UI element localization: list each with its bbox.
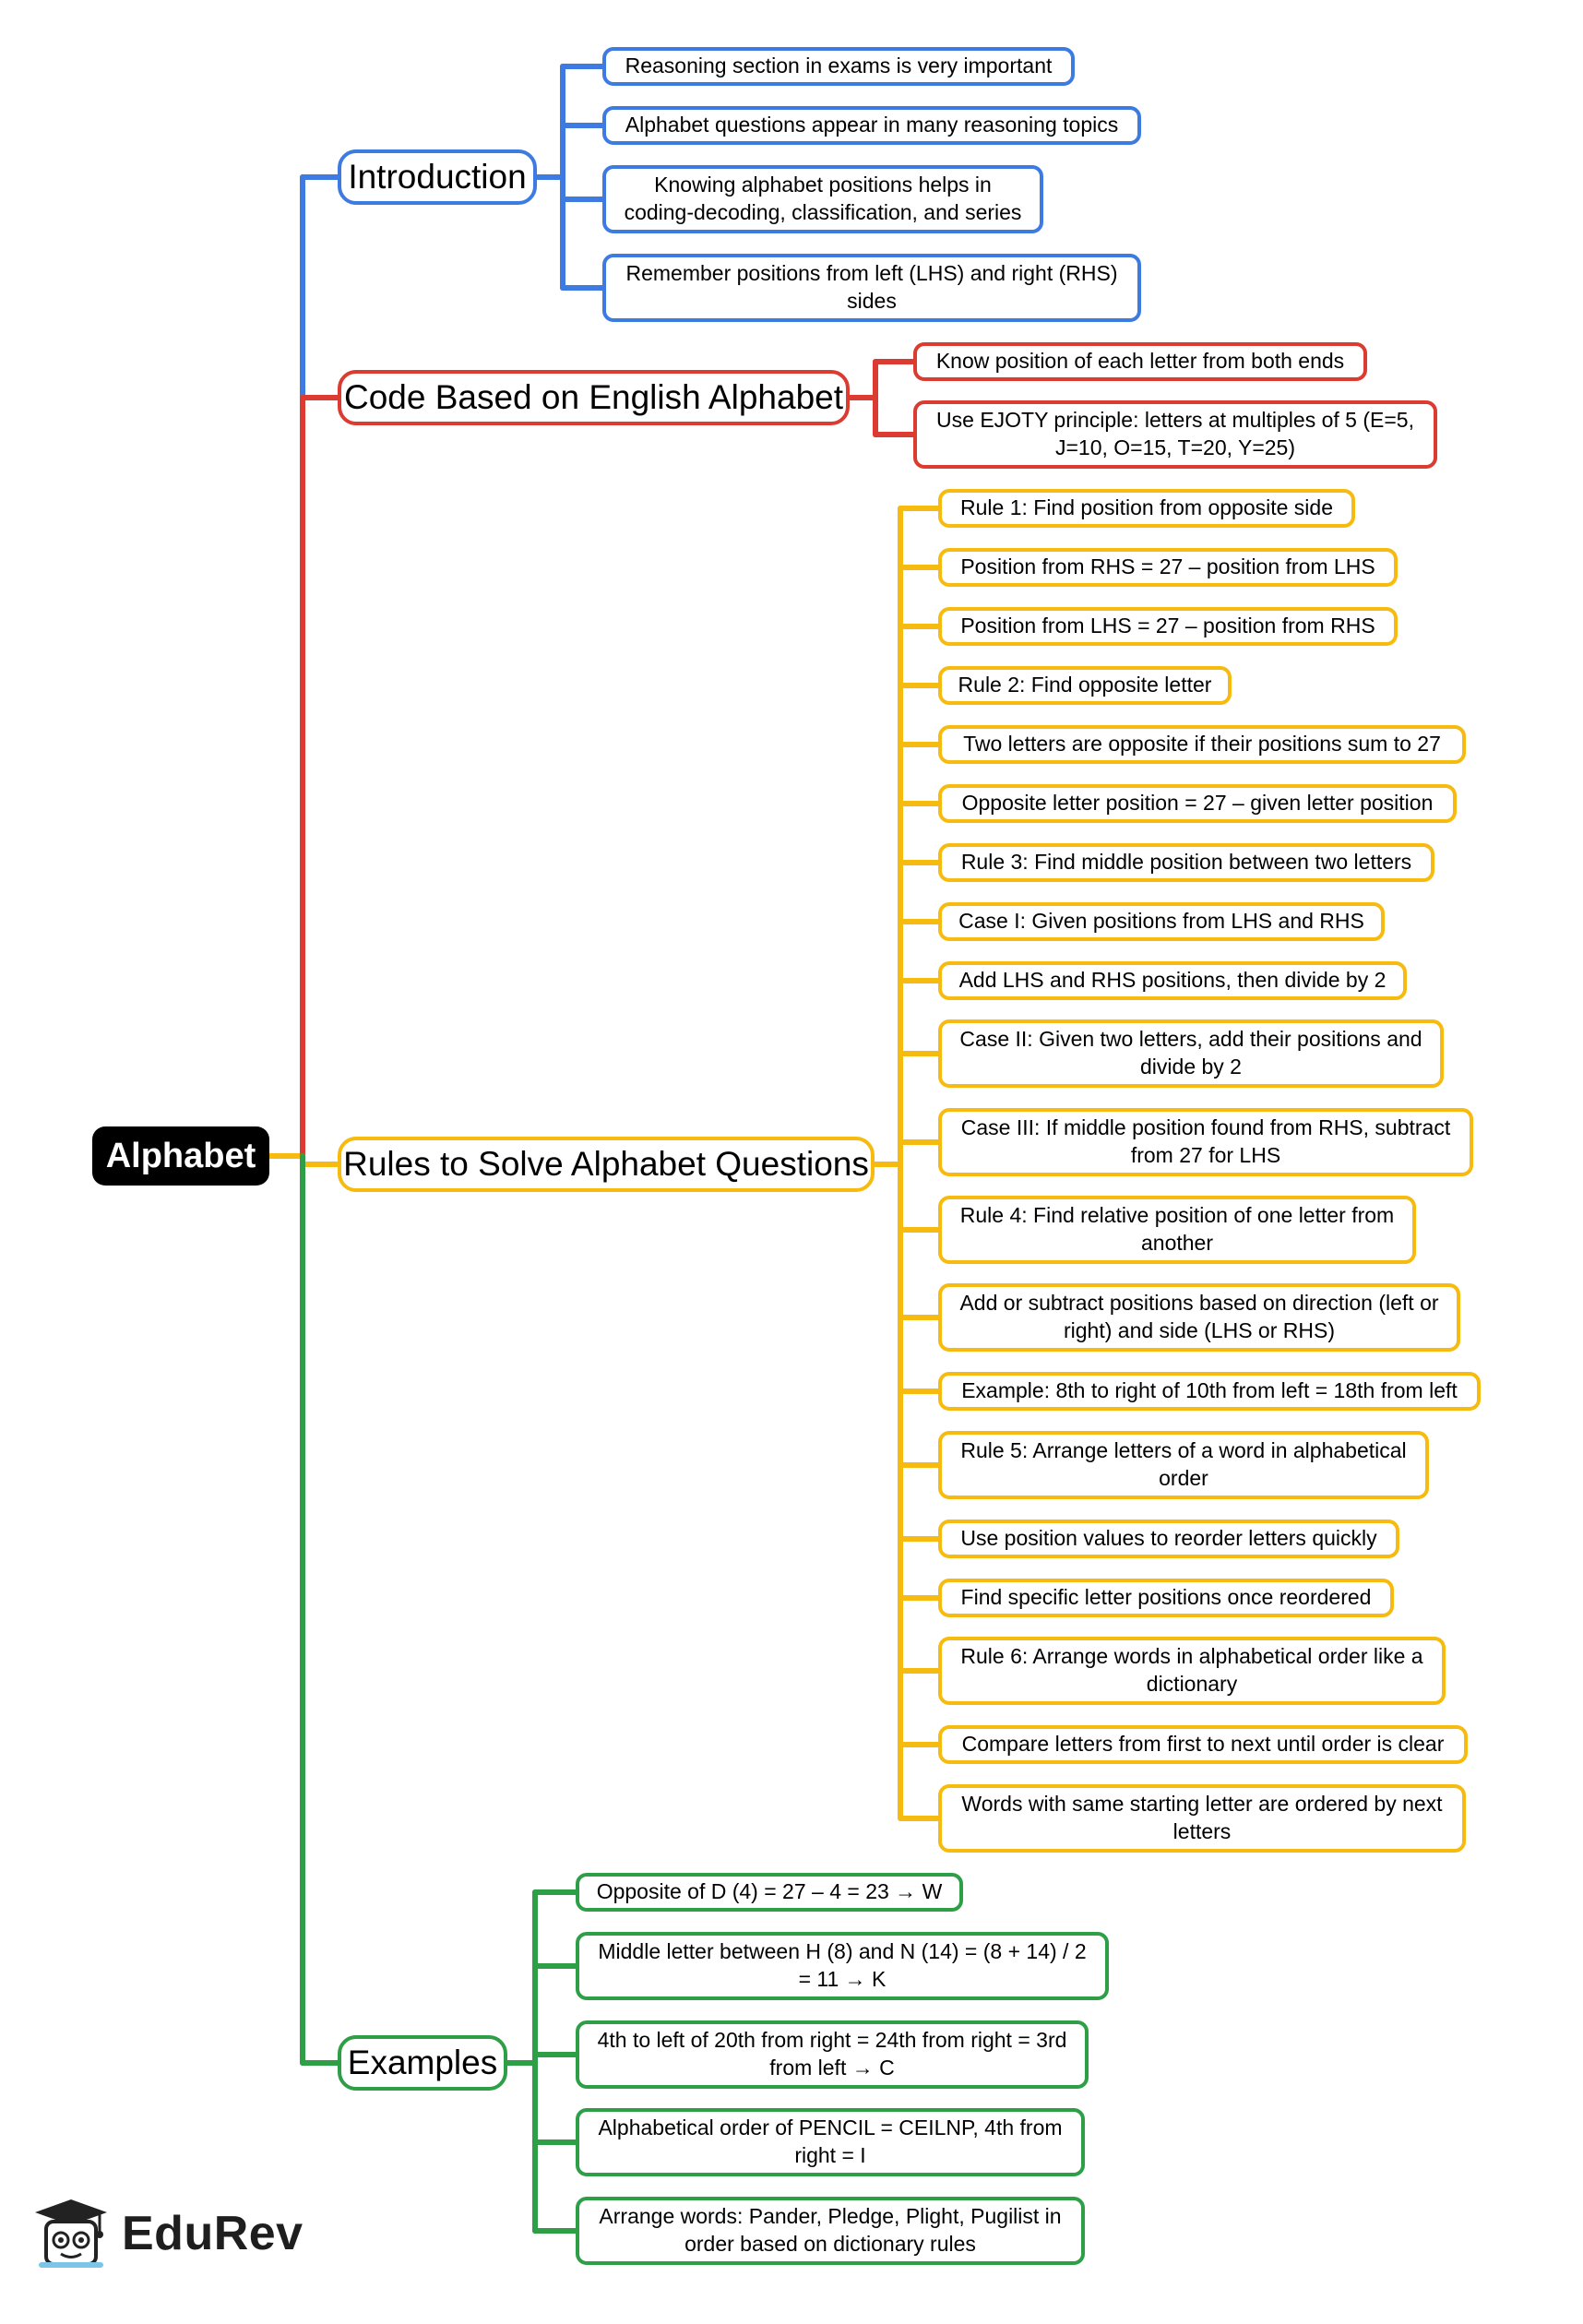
intro-item-2: Alphabet questions appear in many reasoning topics — [602, 106, 1141, 145]
intro-item-3: Knowing alphabet positions helps in coding-decoding, classification, and series — [602, 165, 1043, 233]
rules-item-2: Position from RHS = 27 – position from LHS — [938, 548, 1398, 587]
rules-item-8: Case I: Given positions from LHS and RHS — [938, 902, 1385, 941]
example-item-3: 4th to left of 20th from right = 24th from right = 3rd from left → C — [576, 2020, 1089, 2089]
rules-item-5: Two letters are opposite if their positions sum to 27 — [938, 725, 1466, 764]
root-node: Alphabet — [92, 1126, 269, 1186]
branch-code-based: Code Based on English Alphabet — [338, 370, 850, 425]
code-item-2: Use EJOTY principle: letters at multiples of 5 (E=5, J=10, O=15, T=20, Y=25) — [913, 400, 1437, 469]
rules-item-13: Add or subtract positions based on direction (left or right) and side (LHS or RHS) — [938, 1283, 1460, 1352]
rules-item-18: Rule 6: Arrange words in alphabetical order like a dictionary — [938, 1637, 1446, 1705]
rules-item-17: Find specific letter positions once reordered — [938, 1579, 1394, 1617]
rules-item-1: Rule 1: Find position from opposite side — [938, 489, 1355, 528]
intro-item-4: Remember positions from left (LHS) and right (RHS) sides — [602, 254, 1141, 322]
rules-item-14: Example: 8th to right of 10th from left = 18th from left — [938, 1372, 1481, 1411]
branch-rules: Rules to Solve Alphabet Questions — [338, 1137, 875, 1192]
example-item-2: Middle letter between H (8) and N (14) = (8 + 14) / 2 = 11 → K — [576, 1932, 1109, 2000]
rules-item-12: Rule 4: Find relative position of one letter from another — [938, 1196, 1416, 1264]
rules-item-9: Add LHS and RHS positions, then divide by 2 — [938, 961, 1407, 1000]
rules-item-19: Compare letters from first to next until order is clear — [938, 1725, 1468, 1764]
rules-item-16: Use position values to reorder letters quickly — [938, 1520, 1399, 1558]
intro-item-1: Reasoning section in exams is very important — [602, 47, 1075, 86]
branch-examples: Examples — [338, 2035, 507, 2091]
code-item-1: Know position of each letter from both ends — [913, 342, 1367, 381]
rules-item-6: Opposite letter position = 27 – given letter position — [938, 784, 1457, 823]
example-item-4: Alphabetical order of PENCIL = CEILNP, 4th from right = I — [576, 2108, 1085, 2176]
brand-name: EduRev — [122, 2207, 304, 2260]
rules-item-15: Rule 5: Arrange letters of a word in alphabetical order — [938, 1431, 1429, 1499]
example-item-1: Opposite of D (4) = 27 – 4 = 23 → W — [576, 1873, 963, 1912]
rules-item-7: Rule 3: Find middle position between two letters — [938, 843, 1434, 882]
rules-item-3: Position from LHS = 27 – position from RHS — [938, 607, 1398, 646]
rules-item-20: Words with same starting letter are ordered by next letters — [938, 1784, 1466, 1853]
rules-item-10: Case II: Given two letters, add their positions and divide by 2 — [938, 1019, 1444, 1088]
graduate-mascot-icon — [33, 2196, 109, 2271]
branch-introduction: Introduction — [338, 149, 537, 205]
edurev-logo — [33, 2196, 304, 2271]
example-item-5: Arrange words: Pander, Pledge, Plight, Pugilist in order based on dictionary rules — [576, 2197, 1085, 2265]
rules-item-4: Rule 2: Find opposite letter — [938, 666, 1232, 705]
rules-item-11: Case III: If middle position found from RHS, subtract from 27 for LHS — [938, 1108, 1473, 1176]
